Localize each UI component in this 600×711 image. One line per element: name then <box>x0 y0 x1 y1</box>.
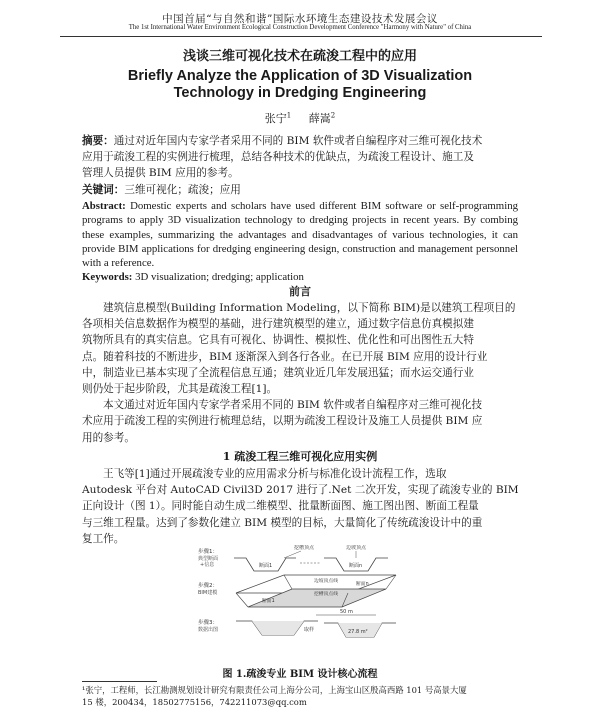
fig-step1-desc1: 典型断面 <box>198 556 219 562</box>
foreword-line: 用的参考。 <box>82 431 135 444</box>
foreword-line: 本文通过对近年国内专家学者采用不同的 BIM 软件或者自编程序对三维可视化技 <box>103 399 483 412</box>
fig-slope-edge <box>236 593 248 607</box>
fig-step2: 步骤2： <box>198 583 218 589</box>
author-2-affil: 2 <box>330 111 336 120</box>
footnote-line: ¹张宁，工程师，长江勘测规划设计研究有限责任公司上海分公司，上海宝山区殷高西路 101 号高景大厦 <box>82 685 467 695</box>
fig-output-fill <box>252 621 304 635</box>
fig-step2-desc: BIM建模 <box>198 590 218 596</box>
foreword-line: 中，制造业已基本实现了全流程信息互通；建筑业近几年发展迅猛；而水运交通行业 <box>82 366 474 379</box>
abstract-cn-label: 摘要： <box>82 135 114 147</box>
foreword-line: 术应用于疏浚工程的实例进行梳理总结，以期为疏浚工程设计及施工人员提供 BIM 应 <box>82 415 483 428</box>
authors <box>0 110 600 126</box>
section1-line: 复工作。 <box>82 532 125 545</box>
fig-step3: 步骤3： <box>198 620 218 626</box>
title-en-line1: Briefly Analyze the Application of 3D Visualization <box>127 68 473 84</box>
fig-top-label1: 挖槽顶点 <box>294 545 315 551</box>
fig-area-label: 取样 <box>304 627 315 633</box>
fig-model-label3: 断面1 <box>262 599 275 604</box>
abstract-en-text: Domestic experts and scholars have used different BIM software or self-programming programs to apply 3D visualization technology to dredging projects in recent years. By combing these examples, summarizing the advantages and disadvantages of various technologies, it can provide BIM applications for dredging engineering design, construction and management personnel with a reference. <box>82 200 518 270</box>
abstract-cn-line: 通过对近年国内专家学者采用不同的 BIM 软件或者自编程序对三维可视化技术 <box>113 135 483 147</box>
abstract-cn-line: 管理人员提供 BIM 应用的参考。 <box>82 167 239 180</box>
author-2: 薛嵩 <box>308 112 331 125</box>
section1-body <box>82 466 518 547</box>
abstract-cn <box>82 133 518 198</box>
figure1-caption: 图 1.疏浚专业 BIM 设计核心流程 <box>222 669 378 680</box>
section1-line: 王飞等[1]通过开展疏浚专业的应用需求分析与标准化设计流程工作，选取 <box>103 468 447 480</box>
fig-slope-edge <box>284 575 292 589</box>
conference-header-en: The 1st International Water Environment Ecological Construction Development Conference "Harmony with Nature" of China <box>128 24 472 31</box>
abstract-cn-line: 应用于疏浚工程的实例进行梳理，总结各种技术的优缺点，为疏浚工程设计、施工及 <box>82 151 474 164</box>
footnote-line: 15 楼，200434，18502775156，742211073@qq.com <box>82 697 307 707</box>
title-en-line2: Technology in Dredging Engineering <box>173 85 427 101</box>
footnote <box>82 684 522 708</box>
fig-leader <box>284 551 301 558</box>
paper-title-en <box>0 68 600 102</box>
fig-step1: 步骤1： <box>198 549 218 555</box>
author-1: 张宁 <box>264 112 287 125</box>
fig-top-label2: 边坡顶点 <box>346 545 367 551</box>
abstract-en <box>82 199 518 285</box>
fig-area-value: 27.8 m² <box>348 629 368 635</box>
keywords-cn: 三维可视化；疏浚；应用 <box>124 183 241 196</box>
keywords-en: 3D visualization; dredging; application <box>135 271 304 284</box>
abstract-en-label: Abstract: <box>82 200 126 212</box>
header-rule <box>60 36 542 37</box>
foreword-body <box>82 300 518 446</box>
fig-dimension-label: 50 m <box>340 609 353 615</box>
keywords-en-label: Keywords: <box>82 271 133 284</box>
fig-model-label2: 挖槽顶点线 <box>314 592 338 597</box>
section1-line: 与三维工程量。达到了参数化建立 BIM 模型的目标，大量简化了传统疏浚设计中的重 <box>82 516 483 529</box>
footnote-rule <box>82 681 157 682</box>
fig-model-label1: 边坡顶点线 <box>314 579 338 584</box>
foreword-line: 各项相关信息数据作为模型的基础，进行建筑模型的建立，通过数字信息仿真模拟建 <box>82 318 474 331</box>
author-1-affil: 1 <box>286 111 292 120</box>
foreword-line: 点。随着科技的不断进步，BIM 逐渐深入到各行各业。在已开展 BIM 应用的设计行业 <box>82 350 488 363</box>
foreword-heading: 前言 <box>289 285 311 298</box>
fig-step3-desc: 数据出图 <box>198 627 219 633</box>
foreword-line: 筑物所具有的真实信息。它具有可视化、协调性、模拟性、优化性和可出图性五大特 <box>82 334 474 347</box>
figure1-diagram <box>196 545 416 660</box>
conference-header-cn: 中国首届“与自然和谐”国际水环境生态建设技术发展会议 <box>162 13 438 25</box>
section1-heading: 1 疏浚工程三维可视化应用实例 <box>222 450 378 463</box>
foreword-line: 建筑信息模型(Building Information Modeling，以下简称 BIM)是以建筑工程项目的 <box>103 302 516 314</box>
keywords-cn-label: 关键词： <box>82 183 125 196</box>
fig-sec2-label: 断面n <box>349 563 363 569</box>
fig-step1-desc2: +信息 <box>200 562 215 568</box>
section1-line: Autodesk 平台对 AutoCAD Civil3D 2017 进行了.Net 二次开发，实现了疏浚专业的 BIM <box>82 484 519 497</box>
paper-title-cn: 浅谈三维可视化技术在疏浚工程中的应用 <box>182 49 417 64</box>
fig-sec1-label: 断面1 <box>259 563 273 569</box>
foreword-line: 则仍处于起步阶段，尤其是疏浚工程[1]。 <box>82 383 278 396</box>
fig-model-label4: 断面n <box>356 582 369 587</box>
section1-line: 正向设计（图 1）。同时能自动生成二维模型、批量断面图、施工图出图、断面工程量 <box>82 500 479 513</box>
